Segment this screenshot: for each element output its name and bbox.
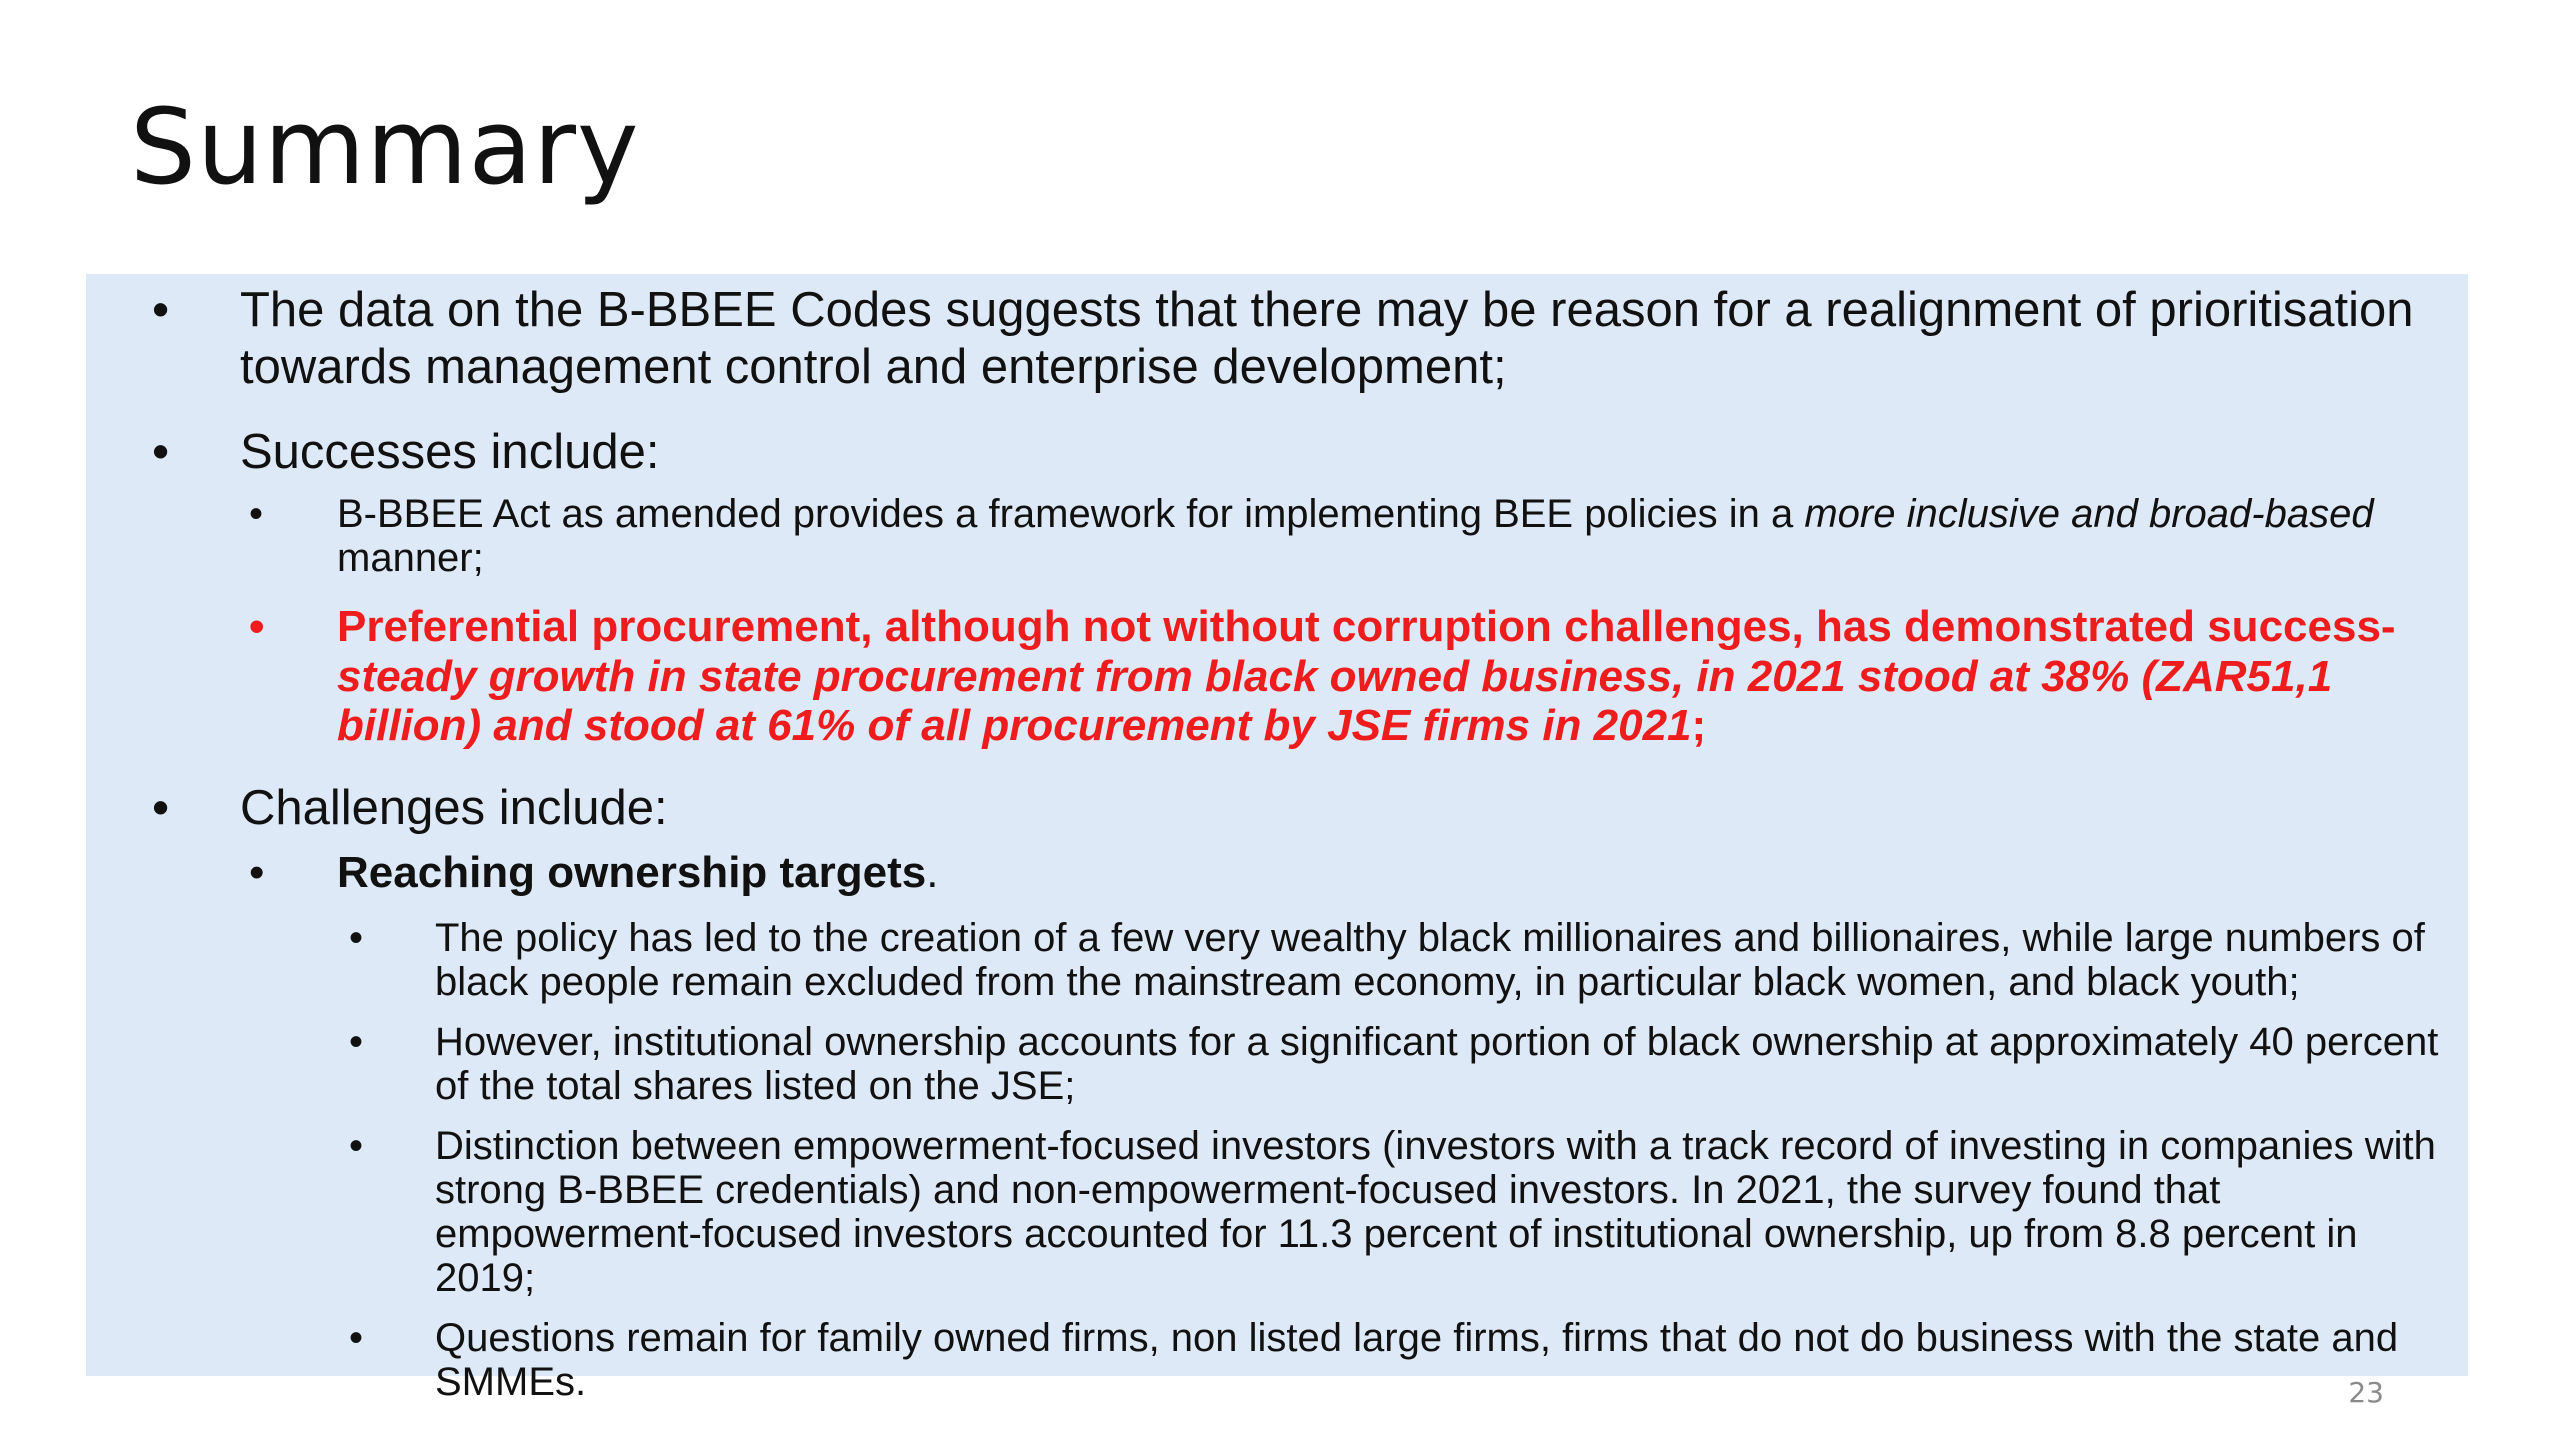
sub-bullet-questions-text: Questions remain for family owned firms, non listed large firms, firms that do not do business with the state and SMMEs.: [435, 1315, 2399, 1404]
bullet-dot: •: [349, 1123, 364, 1168]
bullet-dot: •: [249, 602, 265, 652]
bullet-dot: •: [152, 283, 170, 337]
challenges-heading-text: Challenges include:: [240, 781, 668, 836]
ownership-targets-end: .: [926, 848, 939, 898]
ownership-targets-text: Reaching ownership targets: [337, 848, 927, 898]
bullet-dot: •: [249, 492, 264, 537]
bullet-ownership-targets: [249, 849, 2468, 897]
sub-bullet-institutional: [349, 1020, 2468, 1108]
sub-bullet-institutional-text: However, institutional ownership accounts for a significant portion of black ownership at approximately 40 percent of the total shares listed on the JSE;: [435, 1019, 2439, 1108]
bullet-challenges-heading: [152, 780, 2468, 837]
bullet-dot: •: [349, 1315, 364, 1360]
bullet-dot: •: [249, 848, 265, 898]
bullet-successes-heading: [152, 424, 2468, 481]
bullet-dot: •: [349, 915, 364, 960]
sub-bullet-millionaires: [349, 916, 2468, 1004]
success-act-text-end: manner;: [337, 536, 484, 581]
bullet-dot: •: [349, 1019, 364, 1064]
sub-bullet-questions: [349, 1316, 2468, 1404]
success-act-text-italic: more inclusive and broad-based: [1804, 492, 2374, 537]
bullet-intro: [152, 282, 2468, 396]
bullet-success-procurement: [249, 602, 2468, 750]
success-procurement-text-end: ;: [1691, 701, 1707, 751]
bullet-dot: •: [152, 781, 170, 836]
successes-heading-text: Successes include:: [240, 424, 660, 479]
sub-bullet-empowerment-investors: [349, 1124, 2468, 1300]
bullet-intro-text: The data on the B-BBEE Codes suggests that there may be reason for a realignment of prioritisation towards management control and enterprise development;: [240, 283, 2414, 394]
slide-title: Summary: [130, 86, 640, 208]
page-number: 23: [2348, 1376, 2384, 1409]
success-procurement-text-bold: Preferential procurement, although not without corruption challenges, has demonstrated success-: [337, 602, 2396, 652]
success-act-text-start: B-BBEE Act as amended provides a framework for implementing BEE policies in a: [337, 492, 1805, 537]
sub-bullet-empowerment-investors-text: Distinction between empowerment-focused investors (investors with a track record of investing in companies with strong B-BBEE credentials) and non-empowerment-focused investors. In 2021, the survey found that empowerment-focused investors accounted for 11.3 percent of institutional ownership, up from 8.8 percent in 2019;: [435, 1123, 2436, 1300]
sub-bullet-millionaires-text: The policy has led to the creation of a few very wealthy black millionaires and billionaires, while large numbers of black people remain excluded from the mainstream economy, in particular black women, and black youth;: [435, 915, 2425, 1004]
bullet-success-act: [249, 492, 2468, 580]
bullet-dot: •: [152, 424, 170, 479]
success-procurement-text-italic: steady growth in state procurement from black owned business, in 2021 stood at 38% (ZAR51,1 billion) and stood at 61% of all procurement by JSE firms in 2021: [337, 651, 2333, 751]
